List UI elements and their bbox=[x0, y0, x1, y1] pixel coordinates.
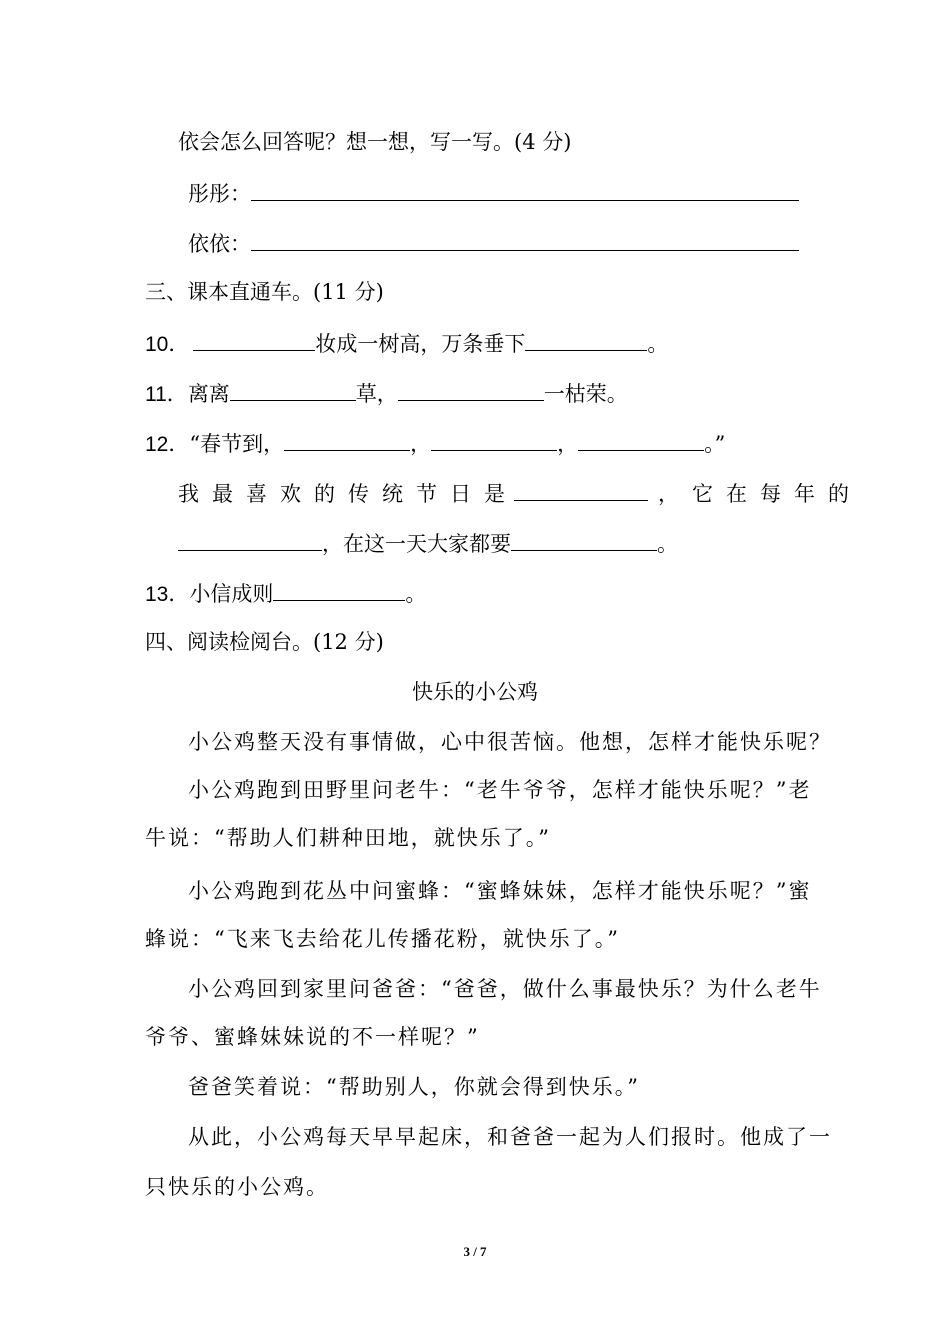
q12-row bbox=[145, 428, 725, 459]
section4-heading: 四、阅读检阅台。(12 分) bbox=[145, 630, 384, 654]
q9-intro: 依会怎么回答呢？想一想，写一写。(4 分) bbox=[178, 130, 572, 154]
q12-line2-end: ，它在每年的 bbox=[658, 482, 862, 506]
q9-tongtong-row bbox=[188, 178, 804, 208]
q11-row bbox=[145, 378, 628, 409]
q9-yiyi-row bbox=[188, 228, 804, 258]
q11-end: 一枯荣。 bbox=[543, 382, 628, 406]
q10-row bbox=[145, 328, 668, 359]
q13-end: 。 bbox=[405, 582, 427, 606]
q12-blank-3[interactable] bbox=[578, 428, 704, 451]
q13-blank[interactable] bbox=[273, 578, 405, 601]
story-title: 快乐的小公鸡 bbox=[412, 680, 538, 704]
section3-heading: 三、课本直通车。(11 分) bbox=[145, 280, 384, 304]
q11-number: 11． bbox=[145, 383, 188, 406]
q13-row bbox=[145, 578, 426, 609]
q10-mid-text: 妆成一树高，万条垂下 bbox=[315, 332, 526, 356]
story-line: 小公鸡跑到花丛中问蜜蜂：“蜜蜂妹妹，怎样才能快乐呢？”蜜 bbox=[188, 879, 812, 903]
q11-blank-2[interactable] bbox=[398, 378, 544, 401]
q10-blank-1[interactable] bbox=[193, 328, 315, 351]
yiyi-label: 依依： bbox=[188, 232, 251, 256]
story-line: 从此，小公鸡每天早早起床，和爸爸一起为人们报时。他成了一 bbox=[188, 1125, 832, 1149]
q12-line2-start: 我最喜欢的传统节日是 bbox=[178, 482, 518, 506]
q12-line-2 bbox=[178, 478, 862, 508]
story-line: 爸爸笑着说：“帮助别人，你就会得到快乐。” bbox=[188, 1075, 640, 1099]
page-number: 3 / 7 bbox=[463, 1244, 487, 1259]
story-line: 蜂说：“飞来飞去给花儿传播花粉，就快乐了。” bbox=[145, 927, 620, 951]
q11-mid: 草， bbox=[355, 382, 398, 406]
story-line: 小公鸡回到家里问爸爸：“爸爸，做什么事最快乐？为什么老牛 bbox=[188, 977, 822, 1001]
tongtong-answer-blank[interactable] bbox=[251, 178, 799, 201]
story-line: 牛说：“帮助人们耕种田地，就快乐了。” bbox=[145, 826, 551, 850]
q12-comma-1: ， bbox=[410, 432, 432, 456]
q13-number: 13． bbox=[145, 583, 190, 606]
q10-blank-2[interactable] bbox=[525, 328, 647, 351]
q12-blank-2[interactable] bbox=[431, 428, 557, 451]
story-line: 只快乐的小公鸡。 bbox=[145, 1175, 329, 1199]
q12-favorite-festival-blank[interactable] bbox=[514, 478, 648, 501]
q10-number: 10． bbox=[145, 333, 190, 356]
q12-comma-2: ， bbox=[557, 432, 579, 456]
q11-start: 离离 bbox=[187, 382, 230, 406]
yiyi-answer-blank[interactable] bbox=[251, 228, 799, 251]
tongtong-label: 彤彤： bbox=[188, 182, 251, 206]
story-line: 小公鸡跑到田野里问老牛：“老牛爷爷，怎样才能快乐呢？”老 bbox=[188, 778, 812, 802]
q12-start: “春节到， bbox=[189, 432, 285, 456]
q12-end: 。” bbox=[704, 432, 726, 456]
q12-activity-blank[interactable] bbox=[511, 528, 657, 551]
story-line: 爷爷、蜜蜂妹妹说的不一样呢？” bbox=[145, 1025, 480, 1049]
q12-line-3 bbox=[178, 528, 678, 558]
q12-blank-1[interactable] bbox=[284, 428, 410, 451]
q12-line3-mid: ，在这一天大家都要 bbox=[322, 532, 511, 556]
q11-blank-1[interactable] bbox=[230, 378, 356, 401]
q13-start: 小信成则 bbox=[189, 582, 274, 606]
q12-line3-end: 。 bbox=[657, 532, 678, 556]
q12-number: 12． bbox=[145, 433, 190, 456]
q12-date-blank[interactable] bbox=[178, 528, 322, 551]
story-line: 小公鸡整天没有事情做，心中很苦恼。他想，怎样才能快乐呢？ bbox=[188, 730, 832, 754]
q10-end: 。 bbox=[647, 332, 669, 356]
